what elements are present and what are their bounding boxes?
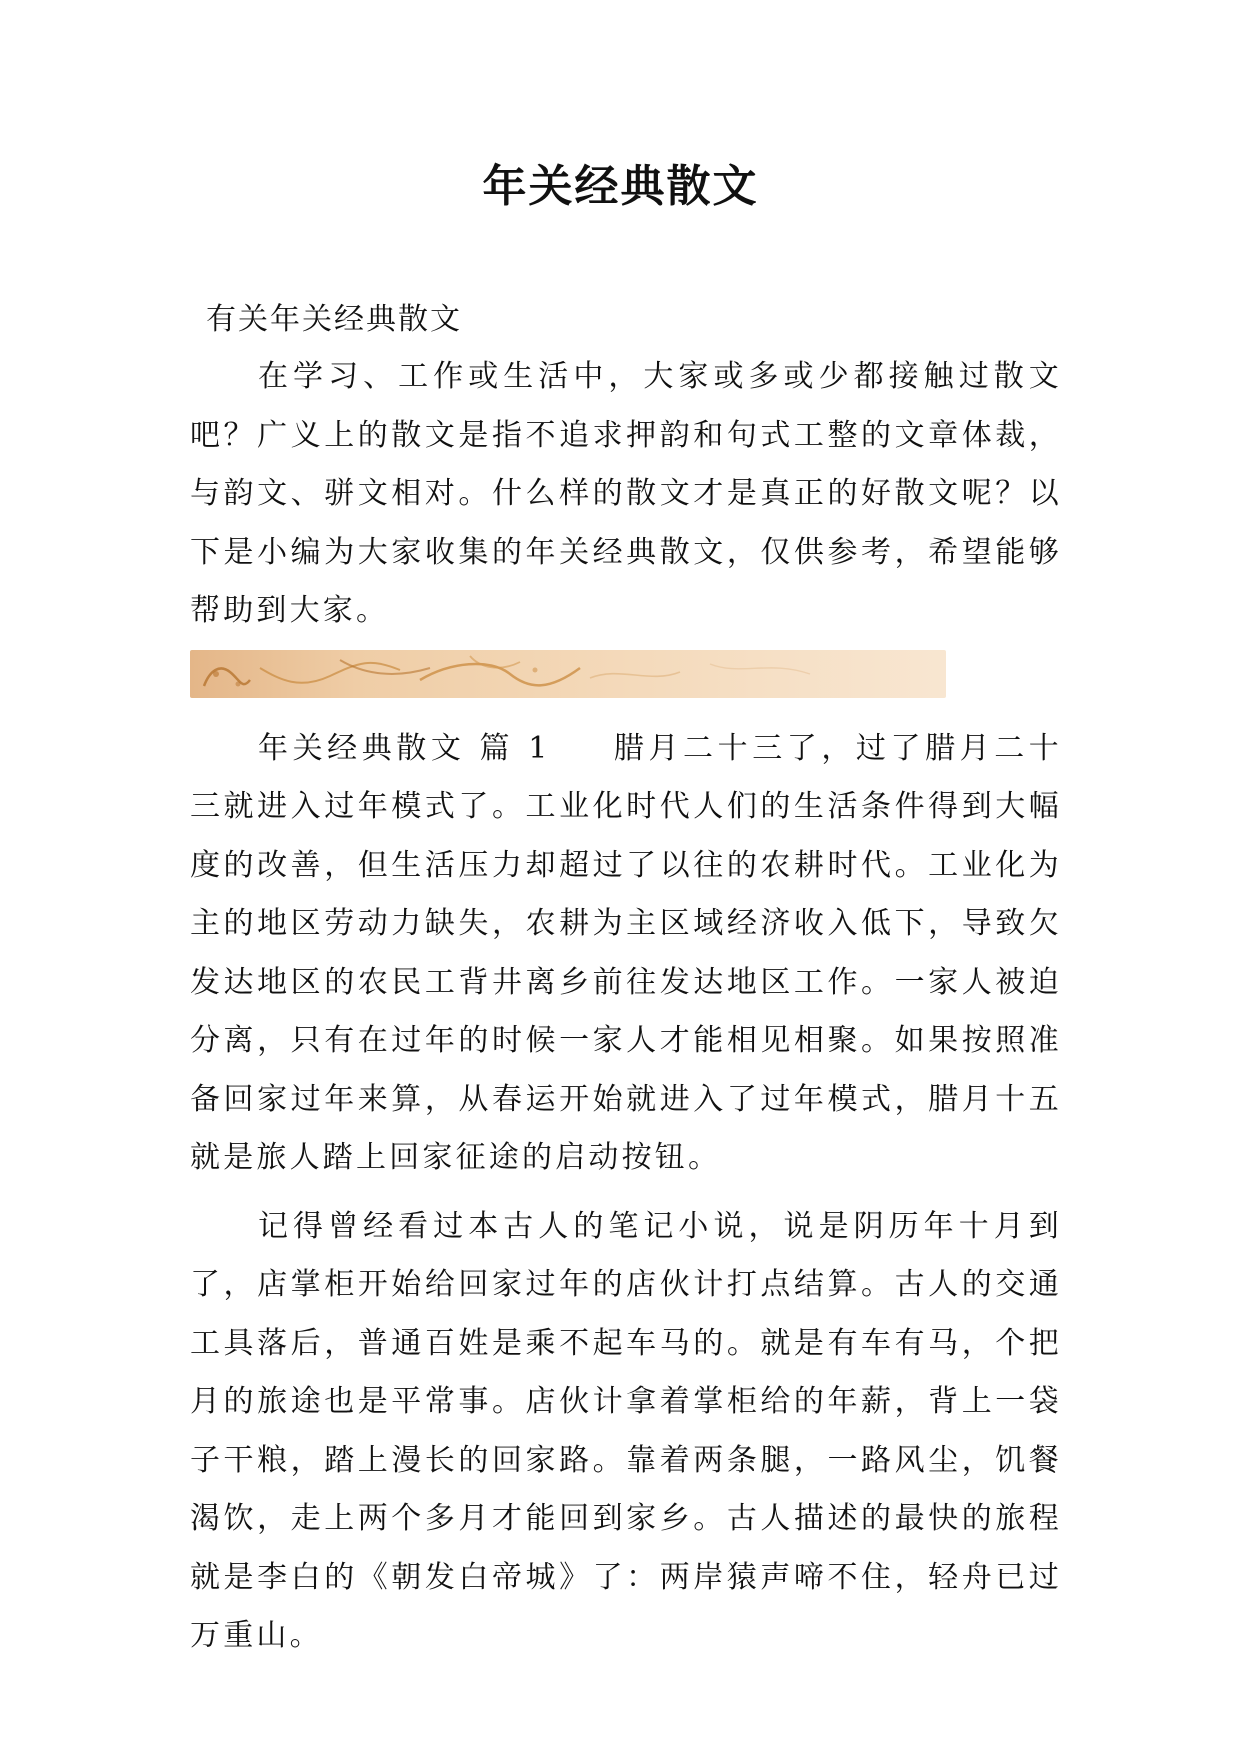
document-subtitle: 有关年关经典散文	[206, 302, 462, 337]
document-title: 年关经典散文	[482, 161, 759, 212]
paragraph-spacer	[190, 1188, 1062, 1198]
paragraph-1-text: 腊月二十三了，过了腊月二十三就进入过年模式了。工业化时代人们的生活条件得到大幅度的改善，但生活压力却超过了以往的农耕时代。工业化为主的地区劳动力缺失，农耕为主区域经济收入低下，导致欠发达地区的农民工背井离乡前往发达地区工作。一家人被迫分离，只有在过年的时候一家人才能相见相聚。如果按照准备回家过年来算，从春运开始就进入了过年模式，腊月十五就是旅人踏上回家征途的启动按钮。	[190, 730, 1062, 1175]
intro-paragraph: 在学习、工作或生活中，大家或多或少都接触过散文吧？广义上的散文是指不追求押韵和句式工整的文章体裁，与韵文、骈文相对。什么样的散文才是真正的好散文呢？以下是小编为大家收集的年关经典散文，仅供参考，希望能够帮助到大家。	[190, 359, 1062, 628]
banner-ornament-icon	[190, 650, 946, 698]
section-paragraph-1	[190, 720, 1062, 1188]
decorative-banner-image	[190, 650, 946, 698]
document-body	[190, 298, 1062, 1666]
section-paragraph-2: 记得曾经看过本古人的笔记小说，说是阴历年十月到了，店掌柜开始给回家过年的店伙计打点结算。古人的交通工具落后，普通百姓是乘不起车马的。就是有车有马，个把月的旅途也是平常事。店伙计拿着掌柜给的年薪，背上一袋子干粮，踏上漫长的回家路。靠着两条腿，一路风尘，饥餐渴饮，走上两个多月才能回到家乡。古人描述的最快的旅程就是李白的《朝发白帝城》了：两岸猿声啼不住，轻舟已过万重山。	[190, 1208, 1062, 1653]
section-heading: 年关经典散文 篇 1	[258, 730, 551, 766]
